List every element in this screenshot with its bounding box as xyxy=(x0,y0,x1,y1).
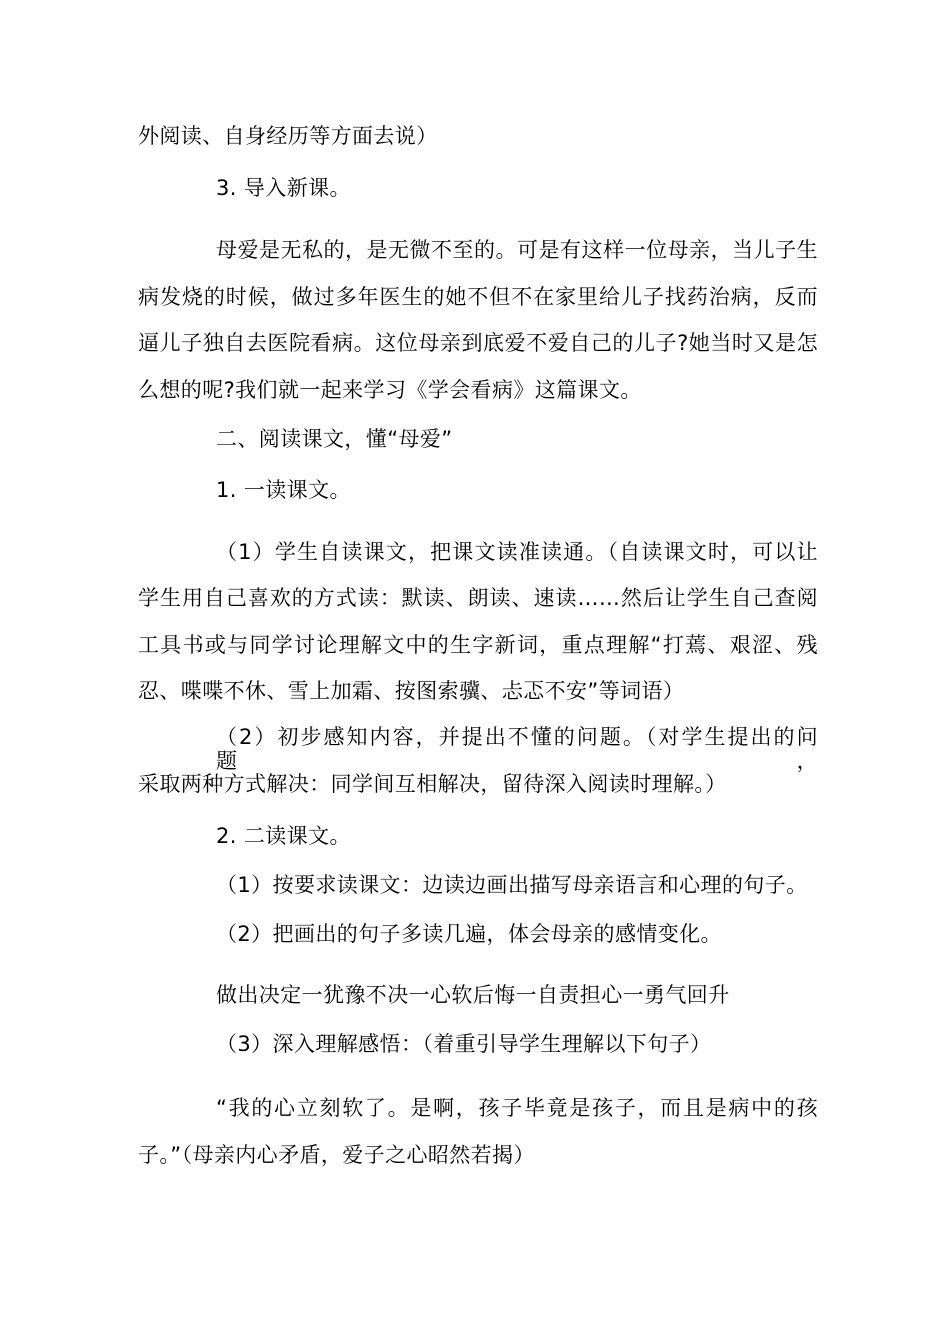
text-line: 采取两种方式解决：同学间互相解决，留待深入阅读时理解。） xyxy=(138,772,727,796)
text-line: 子。”（母亲内心矛盾，爱子之心昭然若揭） xyxy=(138,1143,535,1167)
section-heading: 二、阅读课文，懂“母爱” xyxy=(216,427,453,451)
text-line: 母爱是无私的，是无微不至的。可是有这样一位母亲，当儿子生 xyxy=(216,238,818,262)
text-line: （2）初步感知内容，并提出不懂的问题。（对学生提出的问题， xyxy=(216,725,818,773)
text-line: （3）深入理解感悟：（着重引导学生理解以下句子） xyxy=(216,1032,712,1056)
text-line: 忍、喋喋不休、雪上加霜、按图索骥、忐忑不安”等词语） xyxy=(138,679,685,703)
text-line: 么想的呢?我们就一起来学习《学会看病》这篇课文。 xyxy=(138,378,642,402)
text-line: 病发烧的时候，做过多年医生的她不但不在家里给儿子找药治病，反而 xyxy=(138,285,818,309)
section-heading: 2. 二读课文。 xyxy=(216,824,351,848)
text-line: 逼儿子独自去医院看病。这位母亲到底爱不爱自己的儿子?她当时又是怎 xyxy=(138,331,818,355)
text-line: “我的心立刻软了。是啊，孩子毕竟是孩子，而且是病中的孩 xyxy=(216,1096,818,1120)
text-line: （1）学生自读课文，把课文读准读通。（自读课文时，可以让 xyxy=(216,540,818,564)
text-line: （2）把画出的句子多读几遍，体会母亲的感情变化。 xyxy=(216,922,722,946)
text-line: 工具书或与同学讨论理解文中的生字新词，重点理解“打蔫、艰涩、残 xyxy=(138,633,818,657)
text-line: （1）按要求读课文：边读边画出描写母亲语言和心理的句子。 xyxy=(216,873,808,897)
section-heading: 3. 导入新课。 xyxy=(216,176,351,200)
text-line: 外阅读、自身经历等方面去说） xyxy=(138,124,438,148)
text-line: 做出决定一犹豫不决一心软后悔一自责担心一勇气回升 xyxy=(216,983,730,1007)
text-line: 学生用自己喜欢的方式读：默读、朗读、速读……然后让学生自己查阅 xyxy=(138,586,818,610)
section-heading: 1. 一读课文。 xyxy=(216,478,351,502)
